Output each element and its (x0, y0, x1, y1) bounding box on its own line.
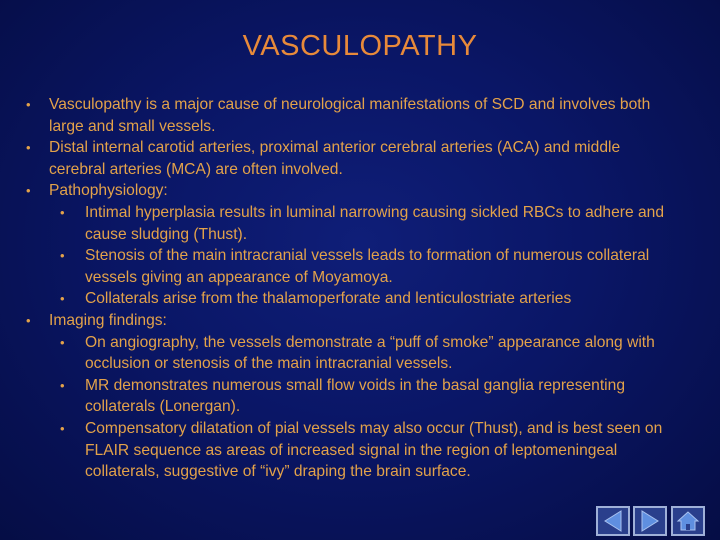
home-button[interactable] (671, 506, 705, 536)
bullet-marker: • (60, 334, 65, 350)
next-slide-button[interactable] (633, 506, 667, 536)
sub-bullet-item (22, 288, 672, 310)
sub-bullet-item (22, 418, 672, 483)
bullet-marker: • (26, 140, 31, 156)
bullet-marker: • (26, 312, 31, 328)
bullet-list (22, 94, 672, 483)
sub-bullet-item (22, 202, 672, 245)
bullet-marker: • (60, 377, 65, 393)
bullet-text: On angiography, the vessels demonstrate a “puff of smoke” appearance along with occlusion or stenosis of the main intracranial vessels. (85, 333, 655, 373)
bullet-text: Collaterals arise from the thalamoperforate and lenticulostriate arteries (85, 290, 572, 308)
bullet-marker: • (60, 420, 65, 436)
bullet-text: Pathophysiology: (49, 182, 168, 200)
sub-bullet-item (22, 245, 672, 288)
bullet-marker: • (26, 183, 31, 199)
bullet-marker: • (60, 291, 65, 307)
bullet-marker: • (26, 97, 31, 112)
bullet-text: Stenosis of the main intracranial vessels leads to formation of numerous collateral vessels giving an appearance of Moyamoya. (85, 247, 650, 286)
bullet-text: Distal internal carotid arteries, proximal anterior cerebral arteries (ACA) and middle cerebral arteries (MCA) are often involved. (49, 139, 621, 178)
bullet-text: Compensatory dilatation of pial vessels may also occur (Thust), and is best seen on FLAIR sequence as areas of increased signal in the region of leptomeningeal collaterals, suggestive of “ivy” draping the brain surface. (85, 419, 663, 481)
bullet-item (22, 137, 672, 180)
bullet-item (22, 310, 672, 332)
sub-bullet-item (22, 332, 672, 375)
slide-title: VASCULOPATHY (242, 30, 478, 62)
sub-bullet-item (22, 375, 672, 418)
bullet-text: Vasculopathy is a major cause of neurological manifestations of SCD and involves both large and small vessels. (49, 96, 651, 135)
previous-slide-button[interactable] (596, 506, 630, 536)
home-icon (673, 508, 703, 534)
bullet-marker: • (60, 248, 65, 264)
bullet-item (22, 94, 672, 137)
bullet-text: Intimal hyperplasia results in luminal narrowing causing sickled RBCs to adhere and cause sludging (Thust). (85, 203, 664, 243)
bullet-marker: • (60, 204, 65, 220)
bullet-item (22, 180, 672, 202)
triangle-left-icon (598, 508, 628, 534)
triangle-right-icon (635, 508, 665, 534)
bullet-text: Imaging findings: (49, 311, 167, 329)
bullet-text: MR demonstrates numerous small flow voids in the basal ganglia representing collaterals (Lonergan). (85, 376, 625, 416)
